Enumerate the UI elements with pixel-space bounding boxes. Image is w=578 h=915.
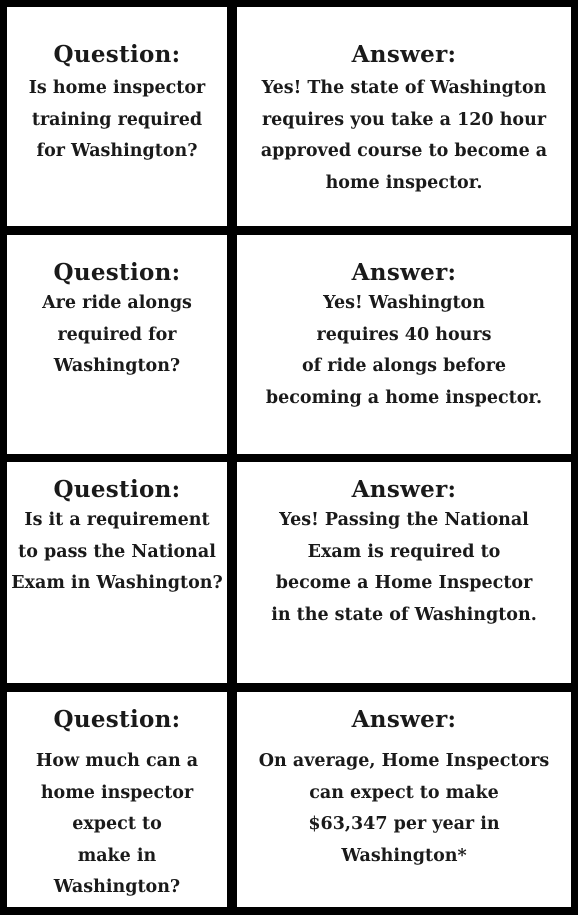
- question-line: Is it a requirement: [24, 510, 210, 530]
- question-line: Washington?: [53, 356, 181, 376]
- answer-line: On average, Home Inspectors: [258, 751, 550, 771]
- answer-line: Yes! Washington: [323, 293, 485, 313]
- answer-line: Washington*: [341, 845, 467, 866]
- answer-card-4: [237, 692, 571, 907]
- question-line: expect to: [72, 814, 162, 834]
- question-line: required for: [57, 324, 177, 345]
- answer-line: requires you take a 120 hour: [261, 109, 547, 130]
- question-text: [7, 73, 227, 168]
- question-line: home inspector: [40, 782, 194, 803]
- answer-line: requires 40 hours: [316, 324, 492, 345]
- answer-line: of ride alongs before: [301, 356, 507, 376]
- question-line: How much can a: [35, 751, 199, 771]
- question-line: Exam in Washington?: [11, 573, 223, 593]
- answer-heading: Answer:: [351, 476, 457, 503]
- question-text: [7, 505, 227, 600]
- question-card-1: [7, 7, 227, 226]
- question-text: [7, 746, 227, 904]
- question-line: Are ride alongs: [42, 293, 192, 313]
- answer-line: approved course to become a: [260, 141, 548, 161]
- answer-line: $63,347 per year in: [308, 814, 500, 834]
- answer-card-2: [237, 235, 571, 454]
- answer-line: Yes! Passing the National: [279, 510, 529, 530]
- answer-card-1: [237, 7, 571, 226]
- answer-line: Yes! The state of Washington: [261, 78, 547, 98]
- answer-heading: Answer:: [351, 706, 457, 733]
- question-heading: Question:: [53, 41, 181, 68]
- answer-text: [237, 73, 571, 199]
- answer-line: in the state of Washington.: [271, 604, 537, 625]
- question-line: make in: [77, 845, 157, 866]
- question-card-3: [7, 462, 227, 683]
- answer-heading: Answer:: [351, 41, 457, 68]
- answer-line: becoming a home inspector.: [265, 387, 543, 408]
- answer-text: [237, 288, 571, 414]
- answer-line: become a Home Inspector: [275, 573, 533, 593]
- answer-line: Exam is required to: [307, 541, 501, 562]
- question-heading: Question:: [53, 706, 181, 733]
- question-line: Is home inspector: [28, 78, 206, 98]
- question-heading: Question:: [53, 476, 181, 503]
- answer-line: can expect to make: [309, 782, 499, 803]
- question-line: training required: [31, 109, 203, 130]
- question-line: to pass the National: [18, 541, 216, 562]
- answer-text: [237, 505, 571, 631]
- question-line: Washington?: [53, 877, 181, 897]
- question-card-4: [7, 692, 227, 907]
- answer-line: home inspector.: [325, 172, 483, 193]
- question-card-2: [7, 235, 227, 454]
- answer-text: [237, 746, 571, 872]
- answer-heading: Answer:: [351, 259, 457, 286]
- question-heading: Question:: [53, 259, 181, 286]
- question-text: [7, 288, 227, 383]
- answer-card-3: [237, 462, 571, 683]
- question-line: for Washington?: [36, 141, 198, 161]
